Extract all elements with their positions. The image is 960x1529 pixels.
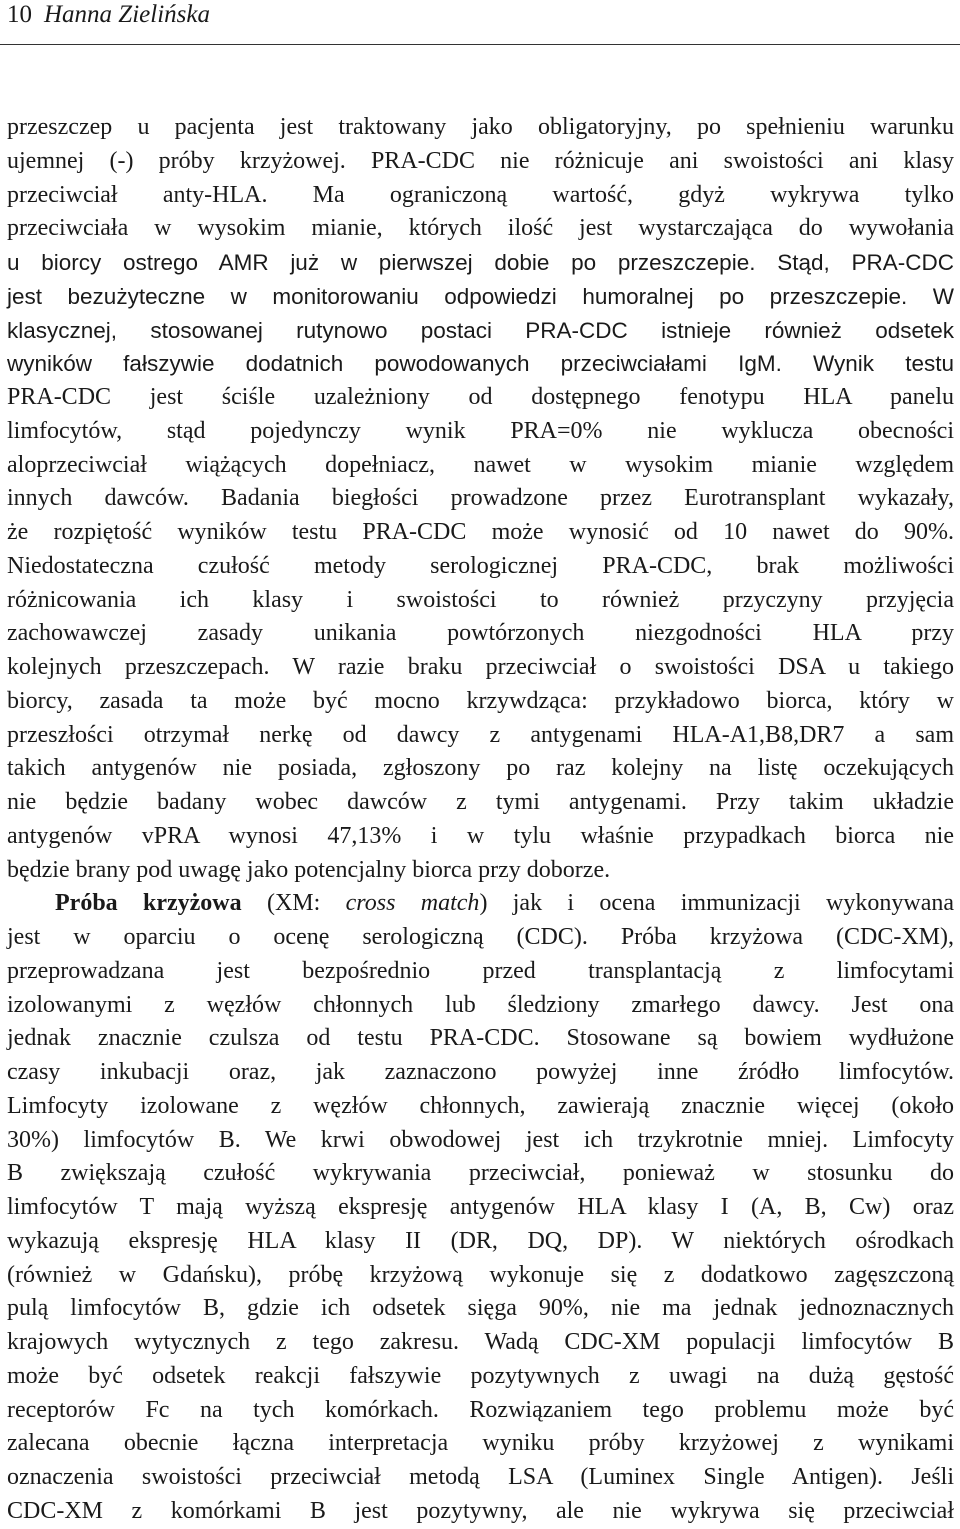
- text-line: limfocytów, stąd pojedynczy wynik PRA=0% nie wyklucza obecności: [7, 417, 954, 444]
- text-line: zachowawczej zasady unikania powtórzonych niezgodności HLA przy: [7, 620, 954, 647]
- text-line: czasy inkubacji oraz, jak zaznaczono powyżej inne źródło limfocytów.: [7, 1059, 954, 1085]
- text-line: jest bezużyteczne w monitorowaniu odpowiedzi humoralnej po przeszczepie. W: [7, 283, 954, 309]
- text-line: przeprowadzana jest bezpośrednio przed transplantacją z limfocytami: [7, 957, 954, 984]
- text-line: CDC-XM z komórkami B jest pozytywny, ale nie wykrywa się przeciwciał: [7, 1497, 954, 1524]
- term-bold: Próba krzyżowa: [55, 890, 242, 917]
- text-line: Limfocyty izolowane z węzłów chłonnych, zawierają znacznie więcej (około: [7, 1092, 954, 1119]
- text-run: (XM:: [241, 890, 346, 917]
- text-line: limfocytów T mają wyższą ekspresję antygenów HLA klasy I (A, B, Cw) oraz: [7, 1194, 954, 1220]
- text-line: u biorcy ostrego AMR już w pierwszej dobie po przeszczepie. Stąd, PRA-CDC: [7, 250, 954, 275]
- paragraph-2-first-line: [7, 887, 954, 921]
- paragraph-1: [7, 111, 954, 887]
- text-line: ujemnej (-) próby krzyżowej. PRA-CDC nie różnicuje ani swoistości ani klasy: [7, 147, 954, 174]
- text-line: przeszłości otrzymał nerkę od dawcy z antygenami HLA-A1,B8,DR7 a sam: [7, 721, 954, 748]
- page-number: 10: [7, 1, 32, 28]
- text-line: aloprzeciwciał wiążących dopełniacz, nawet w wysokim mianie względem: [7, 451, 954, 478]
- text-line: B zwiększają czułość wykrywania przeciwciał, ponieważ w stosunku do: [7, 1160, 954, 1187]
- text-run: ) jak i ocena immunizacji wykonywana: [479, 890, 955, 917]
- text-line: jednak znacznie czulsza od testu PRA-CDC. Stosowane są bowiem wydłużone: [7, 1025, 954, 1052]
- text-line: 30%) limfocytów B. We krwi obwodowej jest ich trzykrotnie mniej. Limfocyty: [7, 1126, 954, 1153]
- text-line: innych dawców. Badania biegłości prowadzone przez Eurotransplant wykazały,: [7, 485, 954, 512]
- text-line: biorcy, zasada ta może być mocno krzywdząca: przykładowo biorca, który w: [7, 687, 954, 714]
- text-line: antygenów vPRA wynosi 47,13% i w tylu właśnie przypadkach biorca nie: [7, 822, 954, 849]
- text-line: jest w oparciu o ocenę serologiczną (CDC). Próba krzyżowa (CDC-XM),: [7, 924, 954, 950]
- text-line: kolejnych przeszczepach. W razie braku przeciwciał o swoistości DSA u takiego: [7, 654, 954, 680]
- text-line: Niedostateczna czułość metody serologicznej PRA-CDC, brak możliwości: [7, 552, 954, 579]
- running-header-author: Hanna Zielińska: [44, 1, 210, 28]
- text-line: zalecana obecnie łączna interpretacja wyniku próby krzyżowej z wynikami: [7, 1430, 954, 1457]
- text-line: (również w Gdańsku), próbę krzyżową wykonuje się z dodatkowo zagęszczoną: [7, 1261, 954, 1288]
- text-line: nie będzie badany wobec dawców z tymi antygenami. Przy takim układzie: [7, 789, 954, 815]
- paragraph-2: [7, 921, 954, 1529]
- text-line: przeciwciał anty-HLA. Ma ograniczoną wartość, gdyż wykrywa tylko: [7, 181, 954, 208]
- text-line: krajowych wytycznych z tego zakresu. Wadą CDC-XM populacji limfocytów B: [7, 1329, 954, 1355]
- text-line: PRA-CDC jest ściśle uzależniony od dostępnego fenotypu HLA panelu: [7, 384, 954, 410]
- header-rule: [0, 44, 960, 45]
- text-line: takich antygenów nie posiada, zgłoszony po raz kolejny na listę oczekujących: [7, 755, 954, 782]
- text-line: może być odsetek reakcji fałszywie pozytywnych z uwagi na dużą gęstość: [7, 1362, 954, 1389]
- text-line: różnicowania ich klasy i swoistości to również przyczyny przyjęcia: [7, 586, 954, 613]
- text-line: izolowanymi z węzłów chłonnych lub śledziony zmarłego dawcy. Jest ona: [7, 991, 954, 1018]
- text-line: receptorów Fc na tych komórkach. Rozwiązaniem tego problemu może być: [7, 1396, 954, 1423]
- text-line: będzie brany pod uwagę jako potencjalny biorca przy doborze.: [7, 856, 611, 883]
- text-line: pulą limfocytów B, gdzie ich odsetek sięga 90%, nie ma jednak jednoznacznych: [7, 1295, 954, 1322]
- text-line: wyników fałszywie dodatnich powodowanych przeciwciałami IgM. Wynik testu: [7, 351, 954, 377]
- text-line: oznaczenia swoistości przeciwciał metodą LSA (Luminex Single Antigen). Jeśli: [7, 1464, 954, 1490]
- body-text: [7, 111, 954, 1529]
- text-line: że rozpiętość wyników testu PRA-CDC może wynosić od 10 nawet do 90%.: [7, 519, 954, 545]
- running-header: [7, 0, 210, 30]
- text-line: przeszczep u pacjenta jest traktowany jako obligatoryjny, po spełnieniu warunku: [7, 114, 954, 140]
- term-italic: cross match: [345, 890, 480, 917]
- text-line: klasycznej, stosowanej rutynowo postaci PRA-CDC istnieje również odsetek: [7, 317, 954, 343]
- text-line: wykazują ekspresję HLA klasy II (DR, DQ, DP). W niektórych ośrodkach: [7, 1227, 954, 1254]
- text-line: przeciwciała w wysokim mianie, których ilość jest wystarczająca do wywołania: [7, 215, 954, 242]
